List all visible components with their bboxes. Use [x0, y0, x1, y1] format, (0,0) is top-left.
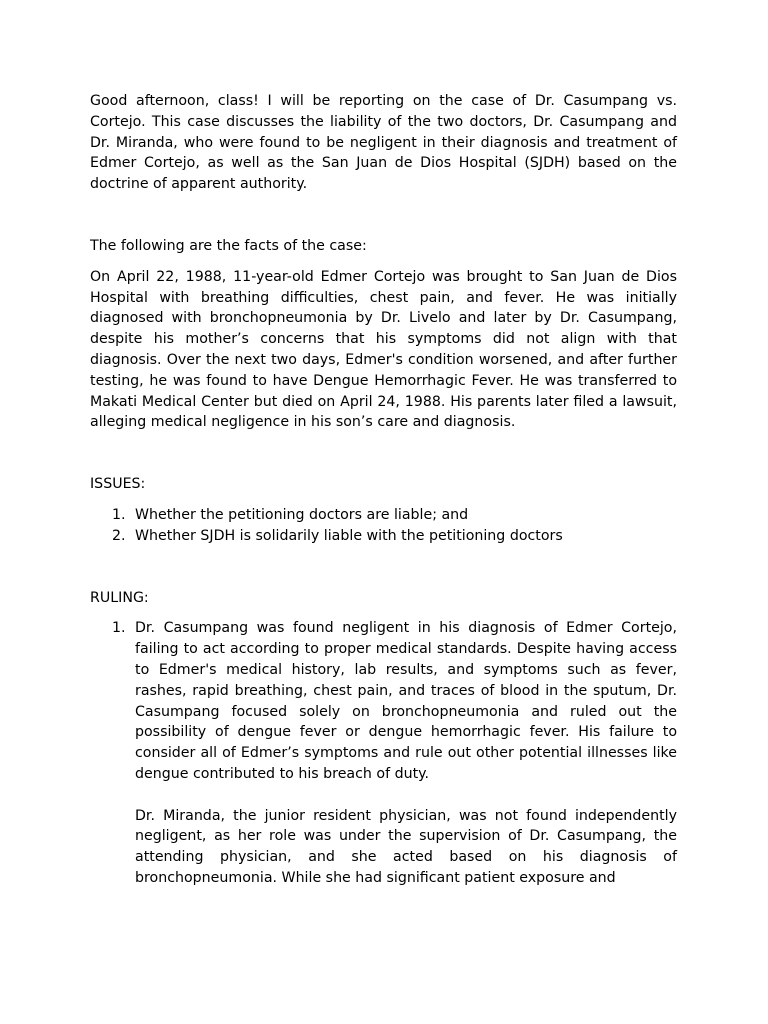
- issues-list: [90, 505, 677, 547]
- issues-heading: ISSUES:: [90, 476, 146, 493]
- spacer: [90, 195, 677, 236]
- list-item: [90, 526, 677, 547]
- spacer: [90, 495, 677, 505]
- spacer: [90, 433, 677, 474]
- ruling-heading: RULING:: [90, 589, 149, 606]
- list-item-number: 2.: [112, 527, 126, 544]
- ruling-casumpang-paragraph: Dr. Casumpang was found negligent in his diagnosis of Edmer Cortejo, failing to act according to proper medical standards. Despite having access to Edmer's medical history, lab results, and symptoms such as fever, rashes, rapid breathing, chest pain, and traces of blood in the sputum, Dr. Casumpang focused solely on bronchopneumonia and ruled out the possibility of dengue fever or dengue hemorrhagic fever. His failure to consider all of Edmer’s symptoms and rule out other potential illnesses like dengue contributed to his breach of duty.: [135, 620, 677, 782]
- list-item-number: 1.: [112, 506, 126, 523]
- facts-heading: The following are the facts of the case:: [90, 237, 367, 254]
- facts-paragraph: On April 22, 1988, 11-year-old Edmer Cortejo was brought to San Juan de Dios Hospital with breathing difficulties, chest pain, and fever. He was initially diagnosed with bronchopneumonia by Dr. Livelo and later by Dr. Casumpang, despite his mother’s concerns that his symptoms did not align with that diagnosis. Over the next two days, Edmer's condition worsened, and after further testing, he was found to have Dengue Hemorrhagic Fever. He was transferred to Makati Medical Center but died on April 24, 1988. His parents later filed a lawsuit, alleging medical negligence in his son’s care and diagnosis.: [90, 268, 677, 431]
- document-page: [90, 91, 677, 889]
- spacer: [90, 547, 677, 588]
- list-item-text: Whether the petitioning doctors are liable; and: [135, 506, 469, 523]
- intro-paragraph: Good afternoon, class! I will be reporting on the case of Dr. Casumpang vs. Cortejo. This case discusses the liability of the two doctors, Dr. Casumpang and Dr. Miranda, who were found to be negligent in their diagnosis and treatment of Edmer Cortejo, as well as the San Juan de Dios Hospital (SJDH) based on the doctrine of apparent authority.: [90, 93, 677, 193]
- list-item: [90, 618, 677, 888]
- list-item-text: Whether SJDH is solidarily liable with the petitioning doctors: [135, 527, 563, 544]
- list-item-number: 1.: [112, 620, 126, 637]
- ruling-list: [90, 618, 677, 888]
- spacer: [90, 608, 677, 618]
- ruling-miranda-paragraph: Dr. Miranda, the junior resident physician, was not found independently negligent, as her role was under the supervision of Dr. Casumpang, the attending physician, and she acted based on his diagnosis of bronchopneumonia. While she had significant patient exposure and: [135, 807, 677, 886]
- list-item: [90, 505, 677, 526]
- spacer: [90, 257, 677, 267]
